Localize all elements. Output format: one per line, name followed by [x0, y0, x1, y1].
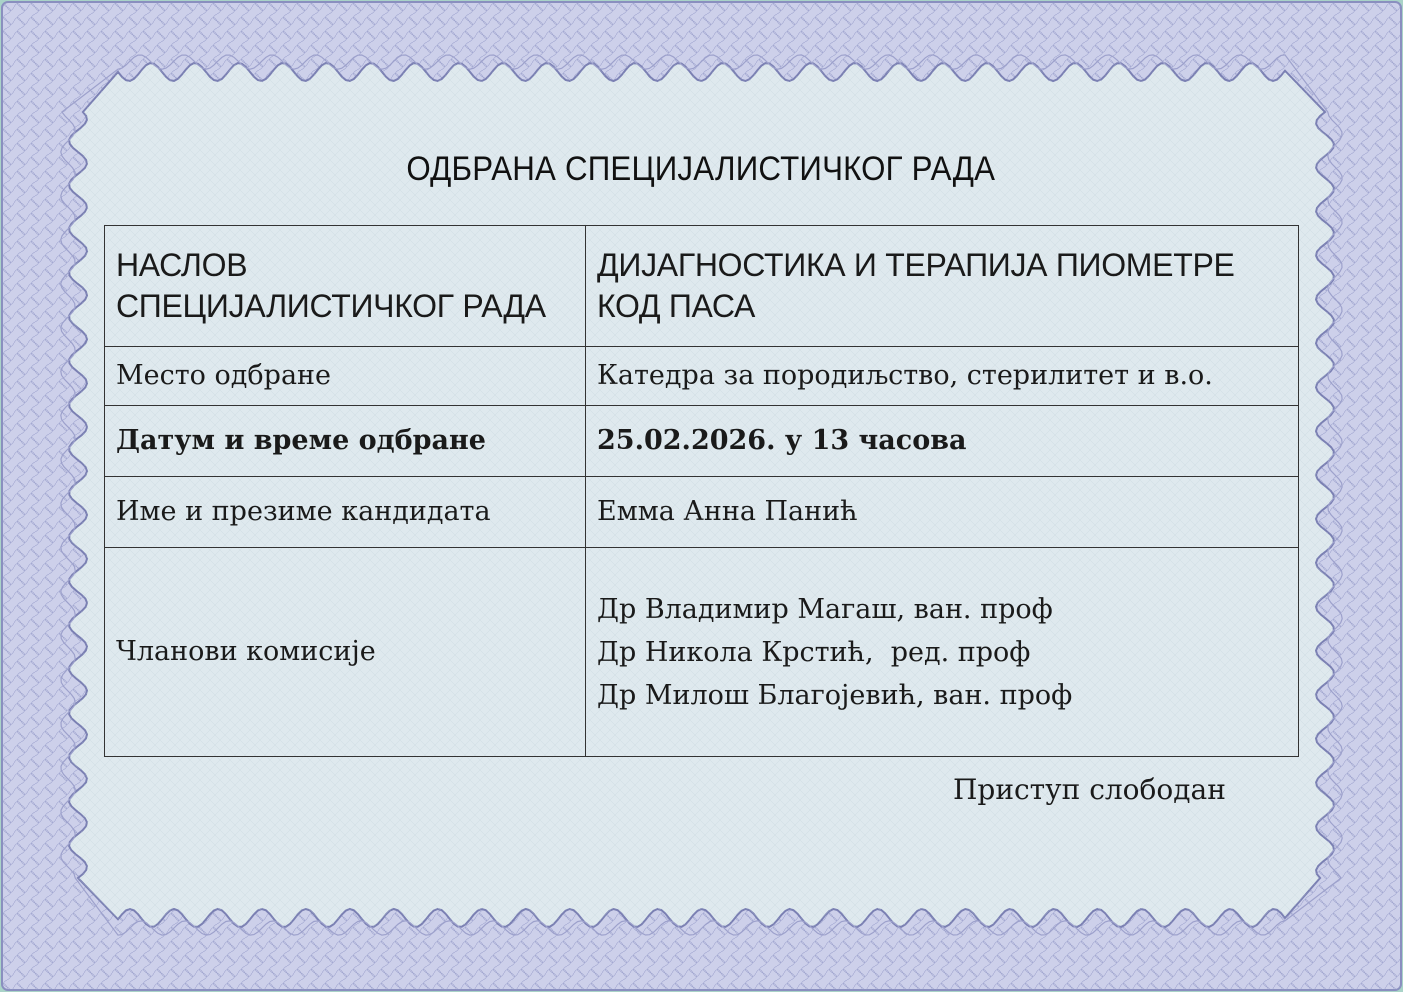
document-title: ОДБРАНА СПЕЦИЈАЛИСТИЧКОГ РАДА [406, 150, 996, 188]
defense-datetime-value: 25.02.2026. у 13 часова [586, 406, 1299, 477]
defense-datetime-label: Датум и време одбране [105, 406, 586, 477]
table-row [105, 347, 1299, 406]
committee-member: Др Милош Благојевић, ван. проф [597, 679, 1073, 711]
table-row [105, 548, 1299, 757]
committee-member: Др Никола Крстић, ред. проф [597, 636, 1031, 668]
committee-members [586, 548, 1299, 757]
table-row [105, 406, 1299, 477]
defense-place-label: Место одбране [105, 347, 586, 406]
thesis-title-value: ДИЈАГНОСТИКА И ТЕРАПИЈА ПИОМЕТРЕ КОД ПАСА [586, 226, 1299, 347]
table-row [105, 477, 1299, 548]
committee-label: Чланови комисије [105, 548, 586, 757]
thesis-title-label: НАСЛОВ СПЕЦИЈАЛИСТИЧКОГ РАДА [105, 226, 586, 347]
info-table [104, 225, 1299, 757]
defense-place-value: Катедра за породиљство, стерилитет и в.о. [586, 347, 1299, 406]
committee-member: Др Владимир Магаш, ван. проф [597, 593, 1053, 625]
candidate-name-value: Емма Анна Панић [586, 477, 1299, 548]
table-row [105, 226, 1299, 347]
candidate-name-label: Име и презиме кандидата [105, 477, 586, 548]
access-note: Приступ слободан [953, 773, 1226, 806]
